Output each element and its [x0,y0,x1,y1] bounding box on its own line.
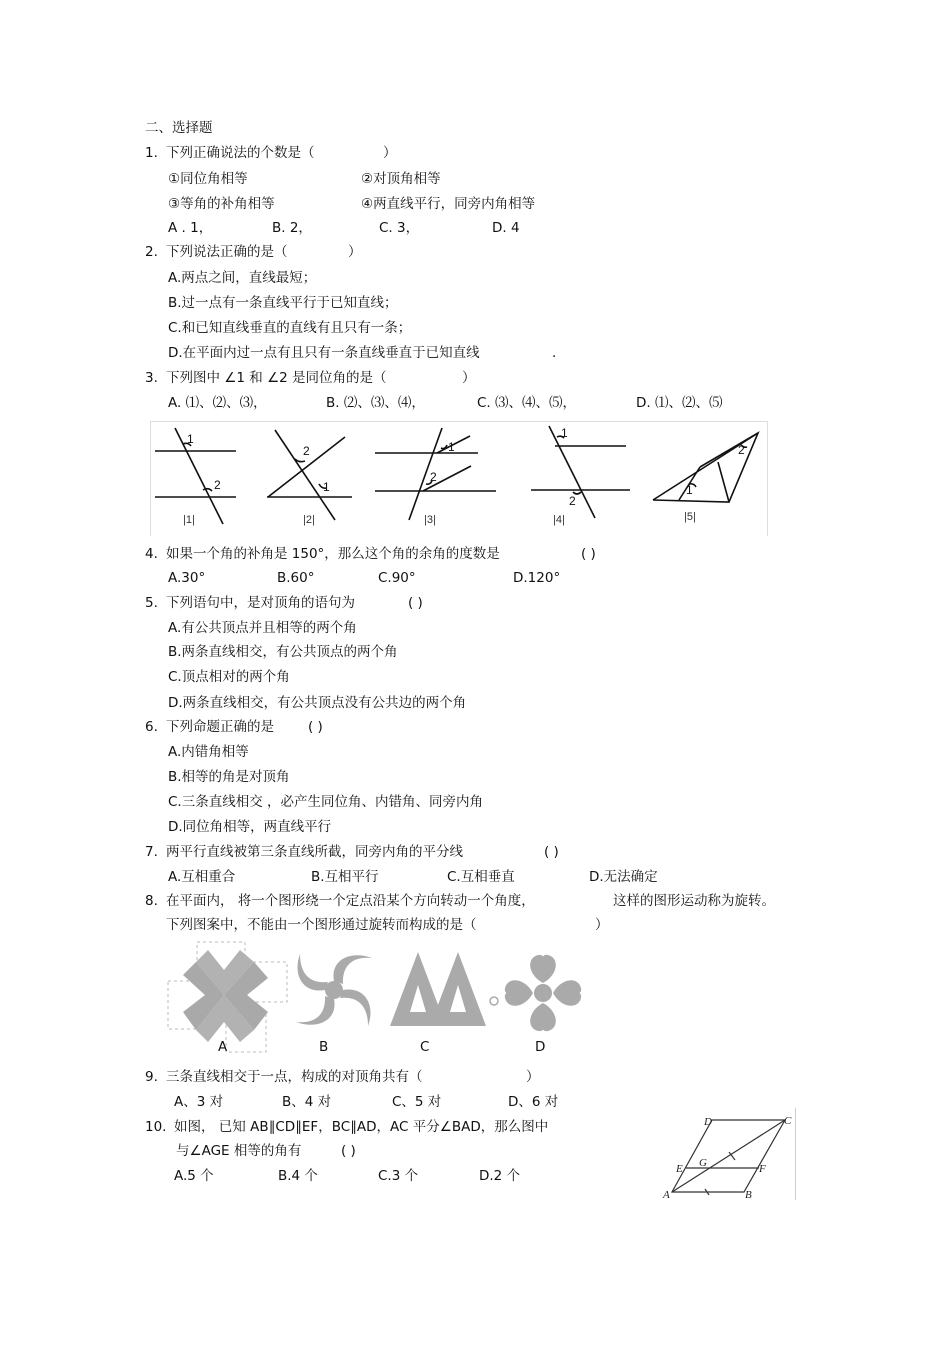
option-c: C、5 对 [392,1094,442,1110]
option-b: B.两条直线相交，有公共顶点的两个角 [168,644,398,660]
option-b: B.相等的角是对顶角 [168,769,290,785]
option-d: D.2 个 [479,1168,521,1184]
option-b: B、4 对 [282,1094,332,1110]
statement: ④两直线平行，同旁内角相等 [361,196,536,212]
answer-paren: ( ) [408,595,423,611]
angle-label: 1 [187,432,194,446]
period: . [552,345,557,361]
angle-label: 2 [738,443,745,457]
figure-label: |2| [303,514,315,526]
question-stem: 在平面内， 将一个图形绕一个定点沿某个方向转动一个角度， [166,893,535,909]
angle-label: 2 [569,494,576,508]
answer-paren: ( ) [341,1143,356,1159]
pattern-label: C [420,1039,430,1055]
option-c: C.3 个 [378,1168,419,1184]
option-d: D.同位角相等，两直线平行 [168,819,332,835]
figure-label: |1| [183,514,195,526]
question-stem: 下列正确说法的个数是（ [166,145,315,161]
question-number: 1. [145,145,158,161]
question-stem: 下列图中 ∠1 和 ∠2 是同位角的是（ [166,370,387,386]
option-a: A.内错角相等 [168,744,249,760]
point-label: F [759,1163,766,1175]
pattern-label: B [319,1039,329,1055]
question-number: 9. [145,1069,158,1085]
question-stem: 两平行直线被第三条直线所截，同旁内角的平分线 [166,844,463,860]
question-stem: 下列图案中，不能由一个图形通过旋转而构成的是（ [166,917,477,933]
angle-label: 1 [323,480,330,494]
option-d: D.120° [513,570,561,586]
question-stem: 三条直线相交于一点，构成的对顶角共有（ [166,1069,423,1085]
figure-label: |4| [553,514,565,526]
option-c: C.顶点相对的两个角 [168,669,290,685]
option-a: A、3 对 [174,1094,224,1110]
answer-paren: ( ) [544,844,559,860]
option-a: A.互相重合 [168,869,236,885]
option-a: A.有公共顶点并且相等的两个角 [168,620,357,636]
angle-label: 2 [214,478,221,492]
option-a: A . 1， [168,220,213,236]
option-b: B.过一点有一条直线平行于已知直线； [168,295,398,311]
option-c: C.互相垂直 [447,869,515,885]
question-stem: 与∠AGE 相等的角有 [176,1143,302,1159]
question-number: 5. [145,595,158,611]
point-label: B [745,1189,752,1201]
question-number: 10. [145,1119,167,1135]
question-number: 8. [145,893,158,909]
option-a: A.30° [168,570,206,586]
option-c: C.三条直线相交 ，必产生同位角、内错角、同旁内角 [168,794,484,810]
option-d: D. ⑴、⑵、⑸ [636,395,723,411]
figure-label: |5| [684,511,696,523]
question-number: 6. [145,719,158,735]
point-label: C [784,1115,792,1127]
angle-label: 2 [430,470,437,484]
option-b: B.互相平行 [311,869,379,885]
answer-paren: ） [526,1069,540,1085]
question-stem: 下列语句中，是对顶角的语句为 [166,595,355,611]
question-stem: 这样的图形运动称为旋转。 [613,893,775,909]
pattern-label: A [218,1039,228,1055]
answer-paren: ） [462,370,476,386]
option-a: A.5 个 [174,1168,214,1184]
answer-paren: ( ) [308,719,323,735]
option-d: D.无法确定 [589,869,658,885]
figure-label: |3| [424,514,436,526]
angle-label: 1 [448,440,455,454]
angle-label: 2 [303,444,310,458]
answer-paren: ） [595,917,609,933]
answer-paren: ） [348,244,362,260]
point-label: D [704,1116,712,1128]
question-stem: 下列说法正确的是（ [166,244,288,260]
statement: ②对顶角相等 [361,171,441,187]
option-b: B.4 个 [278,1168,318,1184]
option-a: A. ⑴、⑵、⑶， [168,395,267,411]
option-c: C.90° [378,570,416,586]
angle-label: 1 [686,483,693,497]
pattern-label: D [535,1039,546,1055]
question-stem: 如果一个角的补角是 150°，那么这个角的余角的度数是 [166,546,500,562]
option-b: B.60° [277,570,315,586]
question-stem: 如图， 已知 AB∥CD∥EF，BC∥AD，AC 平分∠BAD，那么图中 [174,1119,549,1135]
option-a: A.两点之间，直线最短； [168,270,317,286]
option-c: C.和已知直线垂直的直线有且只有一条； [168,320,412,336]
point-label: G [699,1157,707,1169]
option-d: D.两条直线相交，有公共顶点没有公共边的两个角 [168,695,467,711]
option-d: D、6 对 [508,1094,559,1110]
option-c: C. ⑶、⑷、⑸， [477,395,577,411]
option-b: B. 2， [272,220,312,236]
angle-label: 1 [561,426,568,440]
question-number: 2. [145,244,158,260]
question-number: 3. [145,370,158,386]
question-number: 7. [145,844,158,860]
answer-paren: ( ) [581,546,596,562]
section-title: 二、选择题 [145,120,213,136]
statement: ③等角的补角相等 [168,196,275,212]
option-c: C. 3， [379,220,420,236]
option-d: D.在平面内过一点有且只有一条直线垂直于已知直线 [168,345,480,361]
question-number: 4. [145,546,158,562]
option-d: D. 4 [492,220,520,236]
point-label: E [676,1163,683,1175]
statement: ①同位角相等 [168,171,248,187]
question-stem: 下列命题正确的是 [166,719,274,735]
point-label: A [663,1189,670,1201]
option-b: B. ⑵、⑶、⑷， [326,395,425,411]
answer-paren: ） [383,145,397,161]
